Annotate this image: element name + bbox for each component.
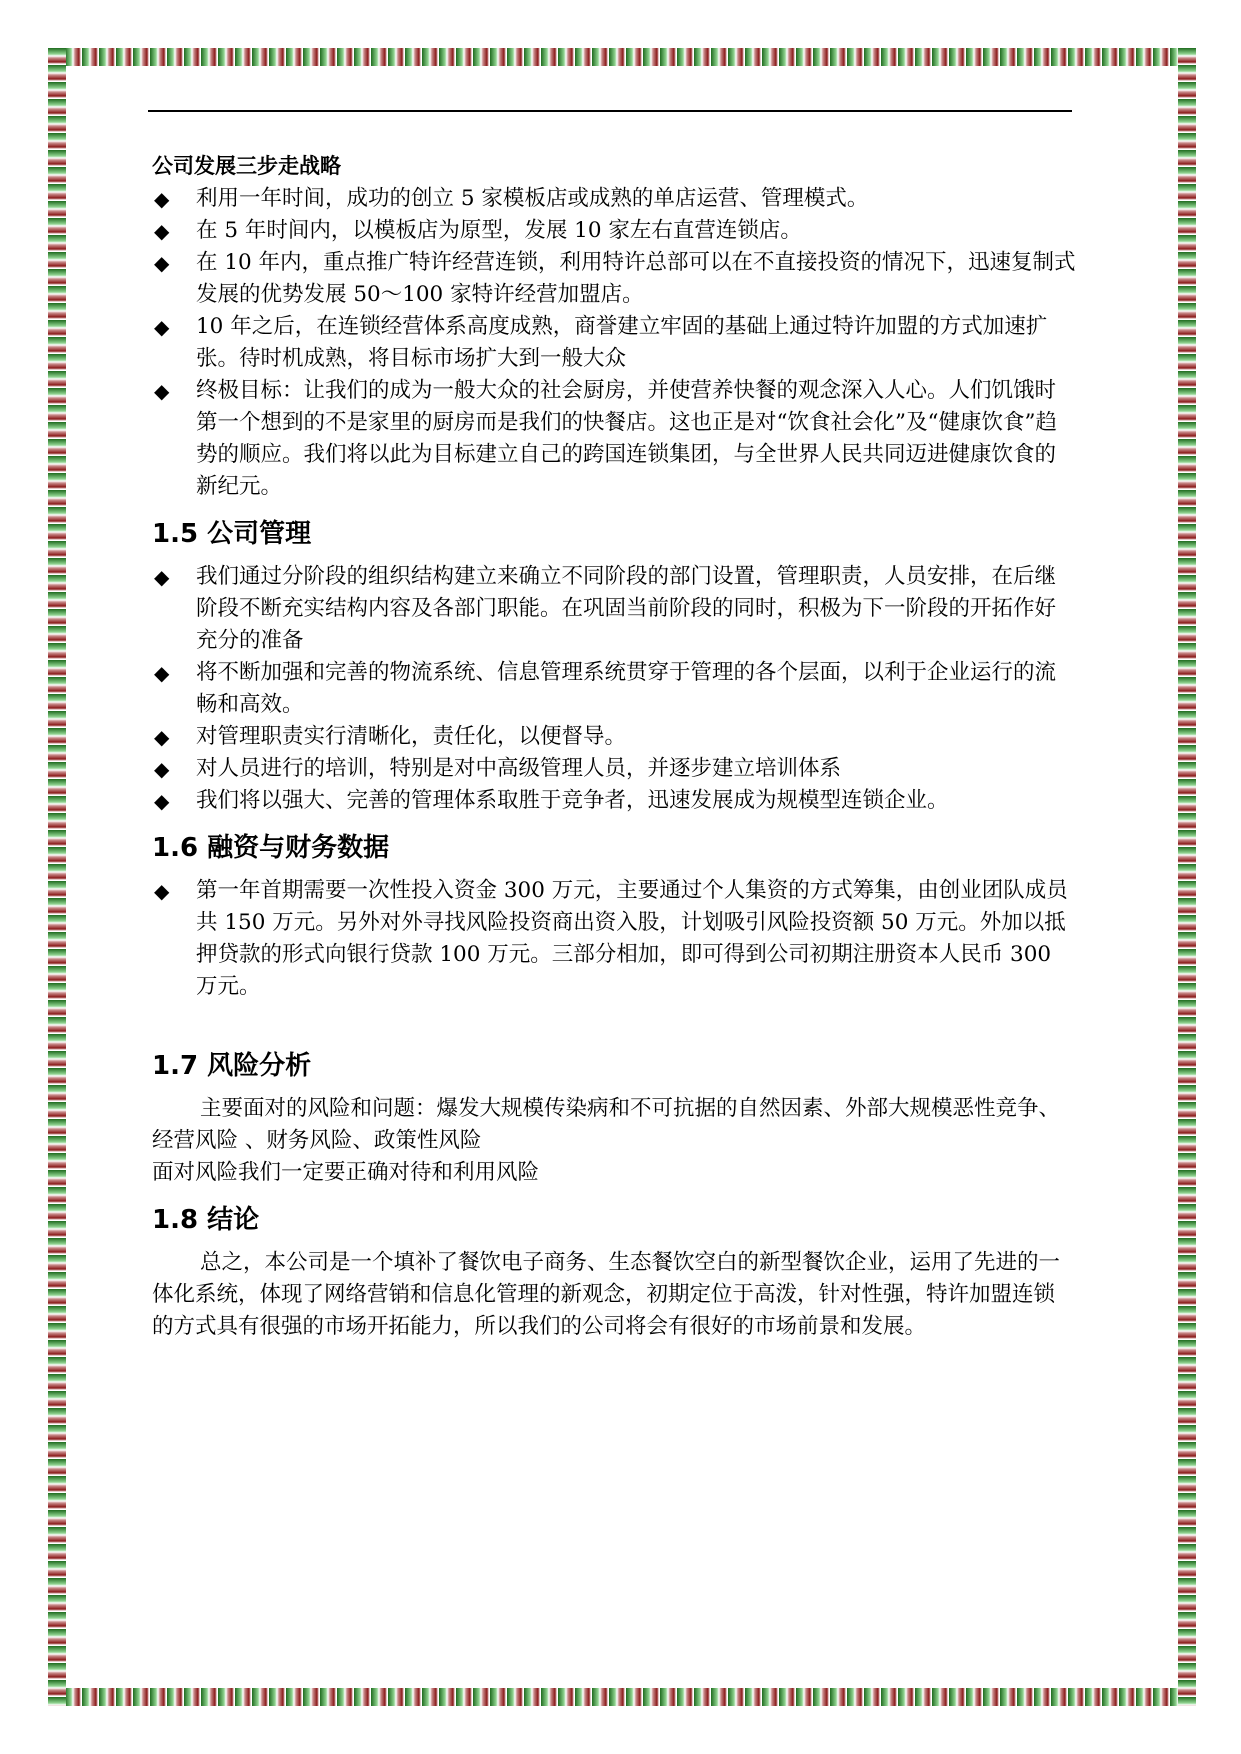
list-item [152,311,1076,375]
list-item [152,657,1076,721]
section-heading-conclusion: 1.8 结论 [152,1205,260,1235]
list-item-text: 对人员进行的培训，特别是对中高级管理人员，并逐步建立培训体系 [196,756,842,781]
list-item-text: 在 10 年内，重点推广特许经营连锁，利用特许总部可以在不直接投资的情况下，迅速复制式发展的优势发展 50～100 家特许经营加盟店。 [196,250,1076,307]
finance-list [152,875,1076,1003]
management-list [152,561,1076,817]
risk-paragraph: 主要面对的风险和问题：爆发大规模传染病和不可抗据的自然因素、外部大规模恶性竞争、经营风险 、财务风险、政策性风险 [152,1096,1061,1153]
page-border-right [1178,48,1196,1706]
diamond-bullet-icon: ◆ [154,251,170,275]
strategy-title: 公司发展三步走战略 [152,154,341,178]
diamond-bullet-icon: ◆ [154,187,170,211]
risk-paragraph-2: 面对风险我们一定要正确对待和利用风险 [152,1160,540,1185]
strategy-list [152,183,1076,503]
blank-line [152,1003,1076,1035]
list-item [152,215,1076,247]
page-border-bottom [48,1688,1196,1706]
conclusion-paragraph: 总之，本公司是一个填补了餐饮电子商务、生态餐饮空白的新型餐饮企业，运用了先进的一体化系统，体现了网络营销和信息化管理的新观念，初期定位于高泼，针对性强，特许加盟连锁的方式具有很强的市场开拓能力，所以我们的公司将会有很好的市场前景和发展。 [152,1250,1061,1339]
list-item-text: 利用一年时间，成功的创立 5 家模板店或成熟的单店运营、管理模式。 [196,186,869,211]
list-item [152,875,1076,1003]
page-border-left [48,48,66,1706]
list-item [152,753,1076,785]
diamond-bullet-icon: ◆ [154,565,170,589]
list-item-text: 在 5 年时间内，以模板店为原型，发展 10 家左右直营连锁店。 [196,218,802,243]
diamond-bullet-icon: ◆ [154,789,170,813]
list-item [152,721,1076,753]
section-heading-risk: 1.7 风险分析 [152,1051,312,1081]
diamond-bullet-icon: ◆ [154,725,170,749]
list-item-text: 对管理职责实行清晰化，责任化，以便督导。 [196,724,627,749]
list-item-text: 第一年首期需要一次性投入资金 300 万元，主要通过个人集资的方式筹集，由创业团队成员共 150 万元。另外对外寻找风险投资商出资入股，计划吸引风险投资额 50 万元。外加以抵押贷款的形式向银行贷款 100 万元。三部分相加，即可得到公司初期注册资本人民币 300 万元。 [196,878,1068,999]
list-item [152,183,1076,215]
list-item [152,247,1076,311]
list-item [152,785,1076,817]
list-item-text: 我们将以强大、完善的管理体系取胜于竞争者，迅速发展成为规模型连锁企业。 [196,788,949,813]
list-item-text: 将不断加强和完善的物流系统、信息管理系统贯穿于管理的各个层面，以利于企业运行的流畅和高效。 [196,660,1057,717]
diamond-bullet-icon: ◆ [154,757,170,781]
list-item-text: 我们通过分阶段的组织结构建立来确立不同阶段的部门设置，管理职责，人员安排，在后继阶段不断充实结构内容及各部门职能。在巩固当前阶段的同时，积极为下一阶段的开拓作好充分的准备 [196,564,1057,653]
page-border-top [48,48,1196,66]
diamond-bullet-icon: ◆ [154,661,170,685]
document-body [152,150,1076,1343]
diamond-bullet-icon: ◆ [154,879,170,903]
list-item [152,561,1076,657]
section-heading-finance: 1.6 融资与财务数据 [152,833,390,863]
diamond-bullet-icon: ◆ [154,379,170,403]
list-item [152,375,1076,503]
header-rule [148,110,1072,112]
diamond-bullet-icon: ◆ [154,315,170,339]
diamond-bullet-icon: ◆ [154,219,170,243]
list-item-text: 10 年之后，在连锁经营体系高度成熟，商誉建立牢固的基础上通过特许加盟的方式加速扩张。待时机成熟，将目标市场扩大到一般大众 [196,314,1048,371]
section-heading-management: 1.5 公司管理 [152,519,312,549]
list-item-text: 终极目标：让我们的成为一般大众的社会厨房，并使营养快餐的观念深入人心。人们饥饿时第一个想到的不是家里的厨房而是我们的快餐店。这也正是对“饮食社会化”及“健康饮食”趋势的顺应。我们将以此为目标建立自己的跨国连锁集团，与全世界人民共同迈进健康饮食的新纪元。 [196,378,1057,499]
